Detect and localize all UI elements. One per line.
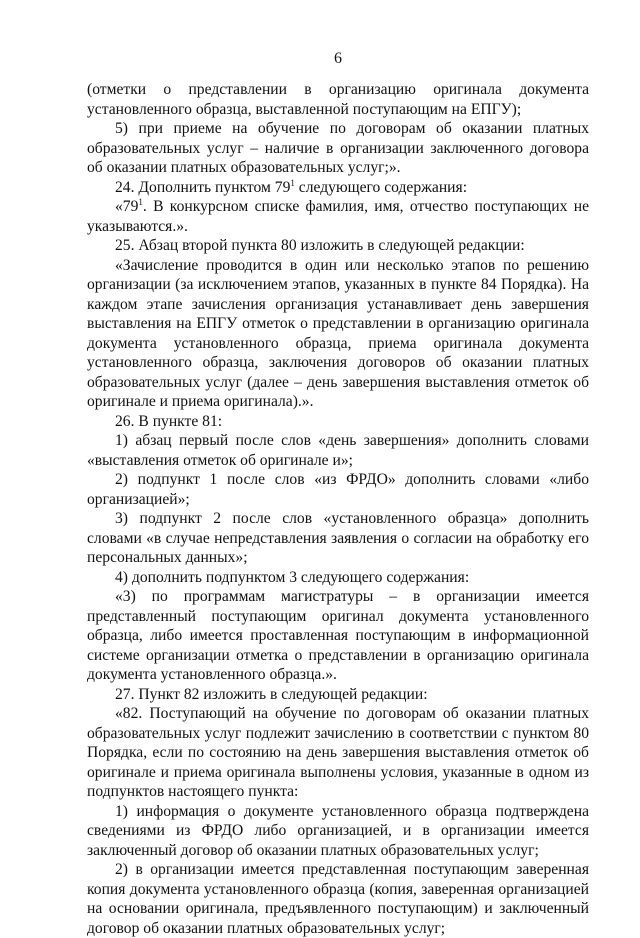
document-body [87, 80, 589, 938]
superscript: 1 [138, 197, 143, 207]
paragraph: «3) по программам магистратуры – в организации имеется представленный поступающим оригинал документа установленного образца, либо имеется проставленная поступающим в информационной системе организации отметка о представлении в организацию оригинала документа установленного образца.». [87, 588, 589, 683]
paragraph [87, 178, 589, 198]
paragraph: 2) подпункт 1 после слов «из ФРДО» дополнить словами «либо организацией»; [87, 471, 589, 508]
paragraph: 5) при приеме на обучение по договорам об оказании платных образовательных услуг – наличие в организации заключенного договора об оказании платных образовательных услуг;». [87, 120, 589, 176]
paragraph: 25. Абзац второй пункта 80 изложить в следующей редакции: [115, 237, 525, 254]
paragraph: «82. Поступающий на обучение по договорам об оказании платных образовательных услуг подлежит зачислению в соответствии с пунктом 80 Порядка, если по состоянию на день завершения выставления отметок об оригинале и приема оригинала выполнены условия, указанные в одном из подпунктов настоящего пункта: [87, 705, 589, 800]
paragraph: 26. В пункте 81: [115, 412, 223, 430]
paragraph: 3) подпункт 2 после слов «установленного образца» дополнить словами «в случае непредставления заявления о согласии на обработку его персональных данных»; [87, 510, 589, 566]
paragraph: 4) дополнить подпунктом 3 следующего содержания: [115, 568, 470, 586]
paragraph: 1) абзац первый после слов «день завершения» дополнить словами «выставления отметок об оригинале и»; [87, 432, 589, 469]
superscript: 1 [290, 177, 295, 188]
paragraph: 1) информация о документе установленного образца подтверждена сведениями из ФРДО либо организацией, и в организации имеется заключенный договор об оказании платных образовательных услуг; [87, 802, 589, 859]
paragraph [87, 197, 589, 236]
page-number: 6 [334, 50, 342, 67]
paragraph-text: следующего содержания: [294, 178, 468, 196]
paragraph: «Зачисление проводится в один или несколько этапов по решению организации (за исключением этапов, указанных в пункте 84 Порядка). На каждом этапе зачисления организация устанавливает день завершения выставления на ЕПГУ отметок о представлении в организацию оригинала документа установленного образца, приема оригинала документа установленного образца, заключения договоров об оказании платных образовательных услуг (далее – день завершения выставления отметок об оригинале и приема оригинала).». [87, 256, 589, 410]
paragraph-text: 24. Дополнить пунктом 79 [115, 178, 291, 196]
paragraph: 27. Пункт 82 изложить в следующей редакции: [115, 685, 428, 703]
paragraph: (отметки о представлении в организацию оригинала документа установленного образца, выставленной поступающим на ЕПГУ); [87, 81, 589, 118]
paragraph: 2) в организации имеется представленная поступающим заверенная копия документа установленного образца (копия, заверенная организацией на основании оригинала, предъявленного поступающим) и заключенный договор об оказании платных образовательных услуг; [87, 861, 589, 937]
paragraph-text: . В конкурсном списке фамилия, имя, отчество поступающих не указываются.». [87, 198, 589, 235]
paragraph-text: «79 [115, 198, 139, 215]
